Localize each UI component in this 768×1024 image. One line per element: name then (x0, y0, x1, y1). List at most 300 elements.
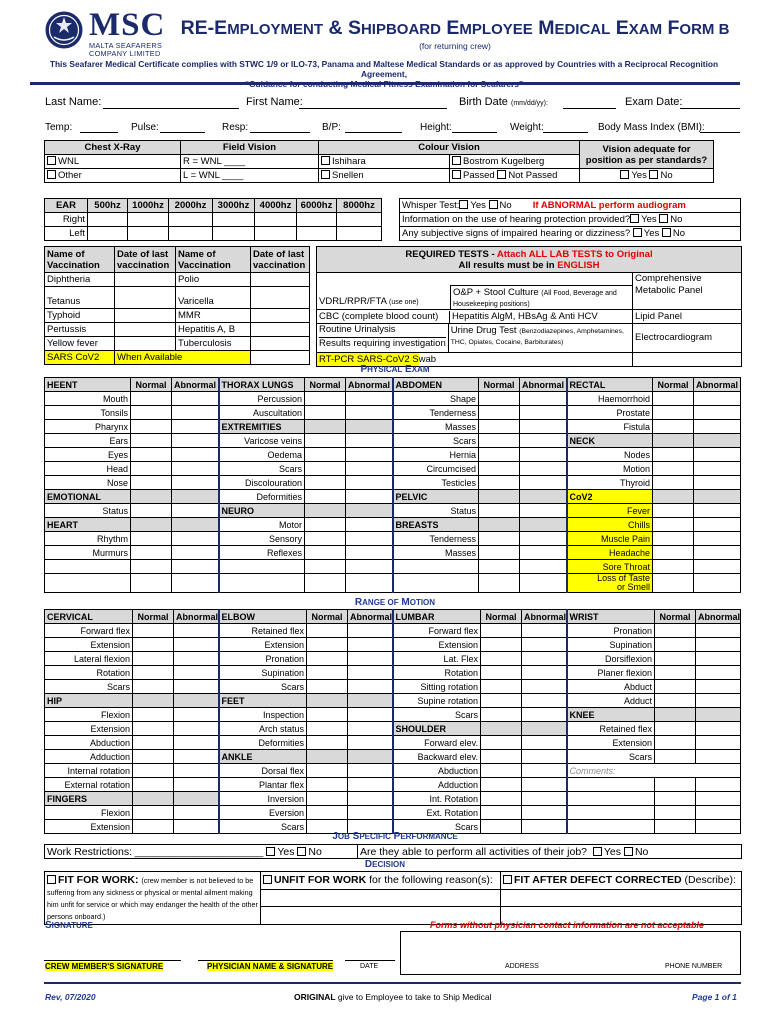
normal-cell[interactable] (481, 792, 522, 806)
normal-cell[interactable] (307, 652, 348, 666)
normal-cell[interactable] (653, 448, 694, 462)
normal-cell[interactable] (307, 638, 348, 652)
normal-cell[interactable] (655, 792, 696, 806)
abnormal-cell[interactable] (346, 476, 393, 490)
abnormal-cell[interactable] (172, 420, 219, 434)
hearing-questions-table (399, 198, 741, 241)
abnormal-cell[interactable] (172, 434, 219, 448)
normal-cell[interactable] (131, 448, 172, 462)
normal-cell[interactable] (133, 764, 174, 778)
normal-cell[interactable] (305, 574, 346, 593)
abnormal-cell[interactable] (348, 624, 393, 638)
exam-item-label: Discolouration (219, 476, 305, 490)
normal-cell[interactable] (479, 476, 520, 490)
normal-cell[interactable] (479, 546, 520, 560)
abnormal-cell[interactable] (172, 476, 219, 490)
normal-cell[interactable] (307, 694, 348, 708)
abnormal-cell[interactable] (694, 434, 741, 448)
abnormal-cell[interactable] (172, 448, 219, 462)
abnormal-cell[interactable] (348, 806, 393, 820)
abnormal-cell[interactable] (694, 504, 741, 518)
compliance-line-1: This Seafarer Medical Certificate complies with STWC 1/9 or ILO-73, Panama and Maltese Medical Standards or as approved by Countries with a Reciprocal Recognition Agreement, (49, 59, 719, 79)
checkbox[interactable] (489, 200, 498, 209)
abnormal-cell[interactable] (520, 560, 567, 574)
normal-cell[interactable] (133, 792, 174, 806)
normal-cell[interactable] (133, 680, 174, 694)
abnormal-cell[interactable] (696, 666, 741, 680)
abnormal-cell[interactable] (348, 750, 393, 764)
normal-cell[interactable] (653, 434, 694, 448)
normal-cell[interactable] (307, 680, 348, 694)
field-vision-right[interactable]: R = WNL ____ (181, 155, 319, 169)
abnormal-cell[interactable] (174, 792, 219, 806)
checkbox[interactable] (630, 214, 639, 223)
empty-label (567, 792, 655, 806)
normal-cell[interactable] (131, 504, 172, 518)
vision-adequate-answer[interactable]: Yes No (580, 169, 714, 183)
normal-cell[interactable] (653, 462, 694, 476)
normal-cell[interactable] (655, 750, 696, 764)
normal-cell[interactable] (133, 750, 174, 764)
weight-field[interactable] (543, 132, 588, 133)
abnormal-cell[interactable] (520, 448, 567, 462)
exam-item-label: Varicose veins (219, 434, 305, 448)
abnormal-cell[interactable] (520, 392, 567, 406)
normal-cell[interactable] (655, 820, 696, 834)
normal-cell[interactable] (307, 666, 348, 680)
checkbox[interactable] (649, 170, 658, 179)
abnormal-cell[interactable] (346, 504, 393, 518)
physician-signature-line[interactable] (198, 960, 333, 961)
form-subtitle: (for returning crew) (419, 41, 491, 51)
bp-field[interactable] (345, 132, 402, 133)
abnormal-cell[interactable] (520, 546, 567, 560)
abnormal-cell[interactable] (348, 638, 393, 652)
normal-cell[interactable] (131, 560, 172, 574)
normal-cell[interactable] (479, 532, 520, 546)
abnormal-cell[interactable] (348, 694, 393, 708)
fit-after-defect-checkbox[interactable] (503, 875, 512, 884)
abnormal-cell[interactable] (348, 792, 393, 806)
abnormal-cell[interactable] (694, 546, 741, 560)
abnormal-cell[interactable] (172, 546, 219, 560)
normal-cell[interactable] (305, 532, 346, 546)
exam-item-label: Muscle Pain (567, 532, 653, 546)
abnormal-cell[interactable] (172, 518, 219, 532)
abnormal-cell[interactable] (172, 574, 219, 593)
normal-cell[interactable] (653, 532, 694, 546)
abnormal-cell[interactable] (346, 574, 393, 593)
normal-cell[interactable] (131, 532, 172, 546)
normal-cell[interactable] (653, 406, 694, 420)
abnormal-cell[interactable] (174, 652, 219, 666)
exam-date-field[interactable] (680, 108, 740, 109)
abnormal-cell[interactable] (696, 694, 741, 708)
abnormal-cell[interactable] (174, 708, 219, 722)
abnormal-cell[interactable] (346, 420, 393, 434)
normal-cell[interactable] (305, 476, 346, 490)
vacc-item: Typhoid (45, 309, 115, 323)
abnormal-cell[interactable] (694, 574, 741, 593)
normal-cell[interactable] (479, 392, 520, 406)
normal-cell[interactable] (133, 624, 174, 638)
birth-date-field[interactable] (563, 108, 616, 109)
abnormal-cell[interactable] (522, 722, 567, 736)
abnormal-cell[interactable] (520, 476, 567, 490)
abnormal-cell[interactable] (696, 708, 741, 722)
normal-cell[interactable] (133, 708, 174, 722)
abnormal-cell[interactable] (696, 820, 741, 834)
normal-cell[interactable] (131, 434, 172, 448)
normal-cell[interactable] (481, 652, 522, 666)
normal-cell[interactable] (305, 462, 346, 476)
abnormal-cell[interactable] (696, 624, 741, 638)
normal-cell[interactable] (653, 420, 694, 434)
checkbox[interactable] (321, 170, 330, 179)
abnormal-cell[interactable] (348, 708, 393, 722)
normal-cell[interactable] (481, 750, 522, 764)
checkbox[interactable] (659, 214, 668, 223)
normal-cell[interactable] (655, 722, 696, 736)
abnormal-cell[interactable] (696, 750, 741, 764)
abnormal-cell[interactable] (522, 652, 567, 666)
abnormal-cell[interactable] (348, 764, 393, 778)
exam-item-label: Hernia (393, 448, 479, 462)
normal-cell[interactable] (479, 462, 520, 476)
normal-cell[interactable] (655, 694, 696, 708)
abnormal-cell[interactable] (346, 462, 393, 476)
abnormal-cell[interactable] (174, 666, 219, 680)
normal-cell[interactable] (481, 666, 522, 680)
normal-cell[interactable] (133, 736, 174, 750)
abnormal-cell[interactable] (694, 560, 741, 574)
checkbox[interactable] (620, 170, 629, 179)
msc-emblem-icon (44, 10, 84, 50)
normal-cell[interactable] (131, 546, 172, 560)
abnormal-cell[interactable] (346, 490, 393, 504)
normal-cell[interactable] (307, 736, 348, 750)
abnormal-cell[interactable] (522, 792, 567, 806)
normal-cell[interactable] (479, 448, 520, 462)
exam-item-label: Retained flex (219, 624, 307, 638)
abnormal-cell[interactable] (696, 638, 741, 652)
abnormal-cell[interactable] (522, 694, 567, 708)
normal-cell[interactable] (481, 708, 522, 722)
normal-cell[interactable] (307, 708, 348, 722)
first-name-field[interactable] (299, 108, 447, 109)
normal-cell[interactable] (481, 638, 522, 652)
normal-cell[interactable] (655, 736, 696, 750)
normal-cell[interactable] (305, 434, 346, 448)
abnormal-cell[interactable] (520, 420, 567, 434)
normal-cell[interactable] (653, 504, 694, 518)
abnormal-cell[interactable] (172, 504, 219, 518)
exam-item-label: Rhythm (45, 532, 131, 546)
normal-cell[interactable] (653, 476, 694, 490)
normal-cell[interactable] (133, 778, 174, 792)
normal-cell[interactable] (655, 680, 696, 694)
abnormal-cell[interactable] (172, 532, 219, 546)
normal-cell[interactable] (655, 638, 696, 652)
abnormal-cell[interactable] (694, 420, 741, 434)
normal-cell[interactable] (133, 820, 174, 834)
snellen-option[interactable]: Snellen (319, 169, 450, 183)
height-field[interactable] (452, 132, 497, 133)
normal-cell[interactable] (305, 546, 346, 560)
checkbox[interactable] (297, 847, 306, 856)
last-name-label: Last Name: (45, 96, 102, 108)
abnormal-cell[interactable] (696, 806, 741, 820)
checkbox[interactable] (662, 228, 671, 237)
normal-cell[interactable] (481, 764, 522, 778)
abnormal-cell[interactable] (694, 476, 741, 490)
abnormal-cell[interactable] (348, 652, 393, 666)
normal-cell[interactable] (479, 560, 520, 574)
ishihara-option[interactable]: Ishihara (319, 155, 450, 169)
abnormal-cell[interactable] (174, 820, 219, 834)
first-name-label: First Name: (246, 96, 303, 108)
abnormal-cell[interactable] (346, 448, 393, 462)
abnormal-cell[interactable] (174, 680, 219, 694)
normal-cell[interactable] (481, 778, 522, 792)
normal-cell[interactable] (133, 666, 174, 680)
abnormal-cell[interactable] (694, 406, 741, 420)
abnormal-cell[interactable] (694, 392, 741, 406)
checkbox[interactable] (633, 228, 642, 237)
exam-item-label: Nodes (567, 448, 653, 462)
abnormal-cell[interactable] (174, 750, 219, 764)
abnormal-cell[interactable] (520, 518, 567, 532)
normal-cell[interactable] (131, 574, 172, 593)
normal-cell[interactable] (305, 448, 346, 462)
exam-item-label: Abduction (45, 736, 133, 750)
normal-cell[interactable] (653, 518, 694, 532)
abnormal-cell[interactable] (174, 806, 219, 820)
normal-cell[interactable] (655, 778, 696, 792)
normal-cell[interactable] (479, 490, 520, 504)
abnormal-cell[interactable] (174, 778, 219, 792)
abnormal-cell[interactable] (696, 652, 741, 666)
normal-cell[interactable] (653, 490, 694, 504)
abnormal-cell[interactable] (348, 778, 393, 792)
normal-cell[interactable] (481, 680, 522, 694)
exam-item-label: Adduction (393, 778, 481, 792)
abnormal-cell[interactable] (522, 820, 567, 834)
abnormal-cell[interactable] (174, 736, 219, 750)
abnormal-cell[interactable] (348, 680, 393, 694)
normal-cell[interactable] (131, 406, 172, 420)
normal-cell[interactable] (481, 736, 522, 750)
bostrom-option[interactable]: Bostrom Kugelberg (450, 155, 580, 169)
resp-field[interactable] (250, 132, 310, 133)
birth-date-label: Birth Date (mm/dd/yy): (459, 96, 548, 108)
normal-cell[interactable] (655, 652, 696, 666)
normal-cell[interactable] (131, 392, 172, 406)
normal-cell[interactable] (133, 638, 174, 652)
abnormal-cell[interactable] (694, 518, 741, 532)
normal-cell[interactable] (307, 764, 348, 778)
normal-cell[interactable] (133, 652, 174, 666)
abnormal-cell[interactable] (520, 434, 567, 448)
chest-xray-wnl[interactable]: WNL (45, 155, 181, 169)
frequency-header: 500hz (88, 199, 128, 213)
abnormal-cell[interactable] (520, 406, 567, 420)
abnormal-cell[interactable] (172, 392, 219, 406)
normal-cell[interactable] (305, 490, 346, 504)
temp-field[interactable] (80, 132, 118, 133)
checkbox[interactable] (497, 170, 506, 179)
normal-cell[interactable] (479, 434, 520, 448)
normal-cell[interactable] (479, 420, 520, 434)
abnormal-cell[interactable] (520, 532, 567, 546)
exam-item-label: Adduct (567, 694, 655, 708)
abnormal-cell[interactable] (346, 392, 393, 406)
checkbox[interactable] (266, 847, 275, 856)
normal-cell[interactable] (305, 406, 346, 420)
abnormal-cell[interactable] (346, 560, 393, 574)
normal-cell[interactable] (479, 518, 520, 532)
checkbox[interactable] (452, 156, 461, 165)
normal-cell[interactable] (655, 806, 696, 820)
bmi-field[interactable] (700, 132, 740, 133)
abnormal-cell[interactable] (172, 406, 219, 420)
normal-cell[interactable] (481, 694, 522, 708)
abnormal-cell[interactable] (520, 574, 567, 593)
abnormal-cell[interactable] (348, 666, 393, 680)
abnormal-cell[interactable] (522, 638, 567, 652)
abnormal-cell[interactable] (346, 518, 393, 532)
abnormal-cell[interactable] (522, 778, 567, 792)
abnormal-cell[interactable] (346, 532, 393, 546)
normal-cell[interactable] (481, 624, 522, 638)
chest-xray-other[interactable]: Other (45, 169, 181, 183)
normal-cell[interactable] (479, 574, 520, 593)
pulse-field[interactable] (160, 132, 205, 133)
abnormal-cell[interactable] (694, 532, 741, 546)
abnormal-cell[interactable] (520, 490, 567, 504)
abnormal-cell[interactable] (174, 624, 219, 638)
fit-for-work-checkbox[interactable] (47, 875, 56, 884)
vision-adequate-header: Vision adequate for position as per standards? (580, 141, 714, 169)
abnormal-cell[interactable] (696, 680, 741, 694)
normal-cell[interactable] (479, 406, 520, 420)
normal-cell[interactable] (133, 694, 174, 708)
abnormal-cell[interactable] (174, 638, 219, 652)
decision-title: DECISION (364, 859, 406, 870)
work-restrictions-field[interactable]: ______________________ (134, 845, 264, 858)
abnormal-cell[interactable] (696, 778, 741, 792)
normal-cell[interactable] (131, 490, 172, 504)
checkbox[interactable] (321, 156, 330, 165)
abnormal-cell[interactable] (522, 680, 567, 694)
normal-cell[interactable] (653, 392, 694, 406)
date-line[interactable] (345, 960, 395, 961)
normal-cell[interactable] (305, 392, 346, 406)
abnormal-cell[interactable] (696, 792, 741, 806)
normal-cell[interactable] (131, 518, 172, 532)
normal-cell[interactable] (305, 518, 346, 532)
abnormal-cell[interactable] (346, 406, 393, 420)
abnormal-cell[interactable] (522, 806, 567, 820)
abnormal-cell[interactable] (694, 448, 741, 462)
normal-cell[interactable] (131, 420, 172, 434)
crew-signature-line[interactable] (44, 960, 181, 961)
abnormal-cell[interactable] (348, 736, 393, 750)
normal-cell[interactable] (653, 560, 694, 574)
abnormal-cell[interactable] (174, 694, 219, 708)
last-name-field[interactable] (103, 108, 239, 109)
checkbox[interactable] (459, 200, 468, 209)
normal-cell[interactable] (133, 806, 174, 820)
abnormal-cell[interactable] (172, 490, 219, 504)
abnormal-cell[interactable] (694, 462, 741, 476)
normal-cell[interactable] (307, 792, 348, 806)
abnormal-cell[interactable] (522, 666, 567, 680)
unfit-for-work-cell: UNFIT FOR WORK for the following reason(s): (261, 872, 501, 890)
checkbox[interactable] (452, 170, 461, 179)
normal-cell[interactable] (307, 722, 348, 736)
normal-cell[interactable] (305, 504, 346, 518)
normal-cell[interactable] (131, 462, 172, 476)
checkbox[interactable] (47, 156, 56, 165)
normal-cell[interactable] (655, 624, 696, 638)
physical-exam-table (44, 377, 741, 593)
abnormal-cell[interactable] (520, 462, 567, 476)
abnormal-cell[interactable] (348, 722, 393, 736)
abnormal-cell[interactable] (522, 708, 567, 722)
abnormal-cell[interactable] (172, 560, 219, 574)
normal-cell[interactable] (305, 560, 346, 574)
colour-result[interactable]: Passed Not Passed (450, 169, 580, 183)
normal-cell[interactable] (479, 504, 520, 518)
abnormal-cell[interactable] (174, 764, 219, 778)
tests-row-vdrl (317, 273, 633, 310)
original-note: ORIGINAL give to Employee to take to Ship Medical (294, 992, 492, 1002)
abnormal-cell[interactable] (522, 736, 567, 750)
normal-cell[interactable] (307, 624, 348, 638)
normal-cell[interactable] (653, 546, 694, 560)
normal-cell[interactable] (307, 806, 348, 820)
abnormal-cell[interactable] (694, 490, 741, 504)
normal-cell[interactable] (653, 574, 694, 593)
normal-cell[interactable] (305, 420, 346, 434)
normal-cell[interactable] (481, 806, 522, 820)
abnormal-cell[interactable] (174, 722, 219, 736)
abnormal-cell[interactable] (346, 434, 393, 448)
abnormal-cell[interactable] (696, 722, 741, 736)
abnormal-cell[interactable] (696, 736, 741, 750)
abnormal-cell[interactable] (346, 546, 393, 560)
normal-cell[interactable] (481, 722, 522, 736)
checkbox[interactable] (624, 847, 633, 856)
checkbox[interactable] (47, 170, 56, 179)
normal-cell[interactable] (133, 722, 174, 736)
abnormal-cell[interactable] (522, 750, 567, 764)
abnormal-cell[interactable] (172, 462, 219, 476)
normal-cell[interactable] (655, 708, 696, 722)
normal-cell[interactable] (131, 476, 172, 490)
field-vision-left[interactable]: L = WNL ____ (181, 169, 319, 183)
exam-item-label: Head (45, 462, 131, 476)
checkbox[interactable] (593, 847, 602, 856)
normal-cell[interactable] (307, 778, 348, 792)
normal-cell[interactable] (655, 666, 696, 680)
abnormal-cell[interactable] (520, 504, 567, 518)
abnormal-cell[interactable] (522, 624, 567, 638)
unfit-for-work-checkbox[interactable] (263, 875, 272, 884)
abnormal-cell[interactable] (522, 764, 567, 778)
normal-cell[interactable] (307, 750, 348, 764)
